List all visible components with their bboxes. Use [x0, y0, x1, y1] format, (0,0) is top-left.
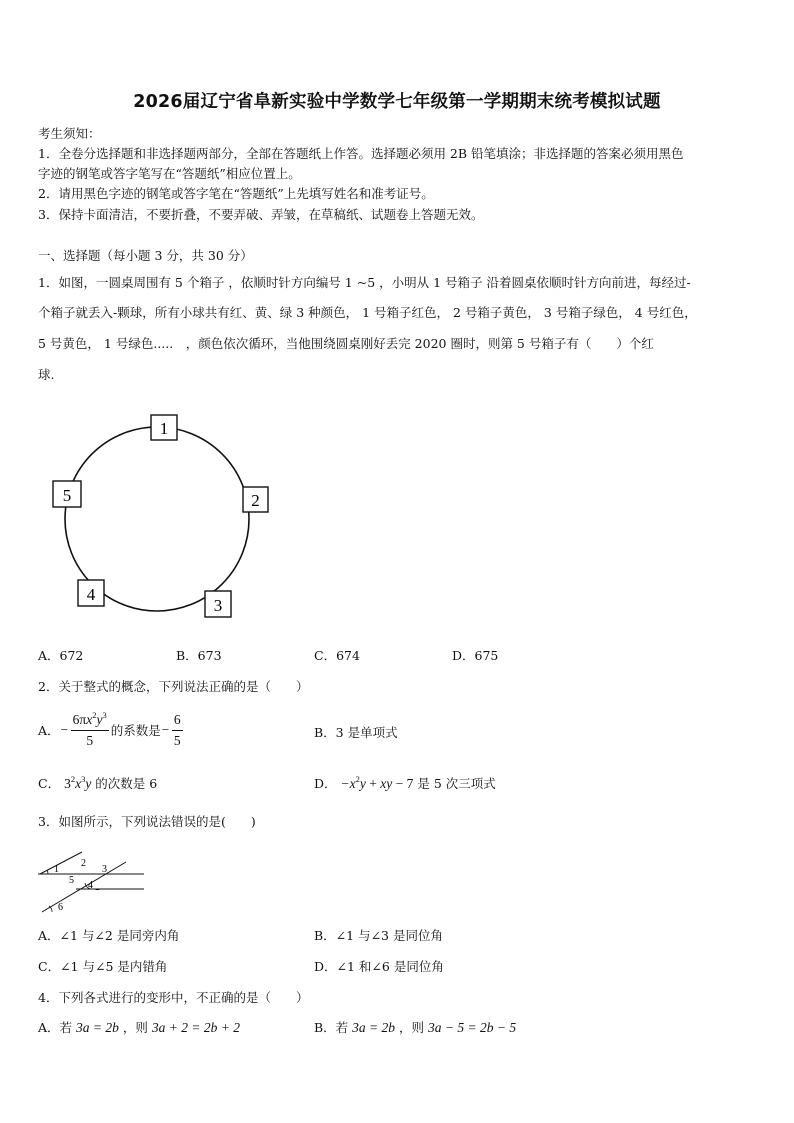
q4-b-result: 3a − 5 = 2b − 5: [428, 1020, 517, 1035]
parallel-lines-figure: [36, 850, 148, 914]
q2-a-fraction: $\frac{6\pi x^2y^3}{5}$: [72, 709, 107, 748]
q3-stem: 3．如图所示，下列说法错误的是( ): [38, 814, 256, 829]
q2-c-text: 的次数是 6: [95, 776, 158, 791]
page-title: 2026届辽宁省阜新实验中学数学七年级第一学期期末统考模拟试题: [133, 92, 661, 112]
svg-text:4: 4: [86, 585, 96, 604]
q1-option-b: B．673: [176, 648, 222, 663]
q2-d-text: 是 5 次三项式: [417, 776, 496, 791]
box-3: [205, 591, 231, 617]
angle-label-4: 4: [88, 880, 93, 891]
svg-text:5: 5: [62, 486, 72, 505]
angle-label-1: 1: [54, 864, 59, 875]
svg-text:2: 2: [251, 491, 260, 510]
q4-a-result: 3a + 2 = 2b + 2: [151, 1020, 240, 1035]
q2-option-a-label: A．: [38, 723, 60, 738]
q4-option-a-label: A．若: [38, 1020, 73, 1035]
q3-option-c: C．∠1 与∠5 是内错角: [38, 959, 168, 974]
q2-a-numerator-coef: 6π: [72, 711, 87, 727]
q4-option-b: [314, 1018, 516, 1036]
q3-option-a: A．∠1 与∠2 是同旁内角: [38, 928, 180, 943]
left-transversal: [40, 852, 82, 874]
q4-stem: 4．下列各式进行的变形中，不正确的是（ ）: [38, 990, 309, 1005]
q4-b-condition: 3a = 2b: [352, 1020, 396, 1035]
q1-line-4: 球.: [38, 367, 55, 382]
angle-label-5: 5: [69, 875, 74, 886]
q2-stem: 2．关于整式的概念，下列说法正确的是（ ）: [38, 679, 309, 694]
notice-line-3: 2．请用黑色字迹的钢笔或答字笔在“答题纸”上先填写姓名和准考证号。: [38, 186, 434, 201]
svg-text:3: 3: [213, 596, 223, 615]
angle-label-2: 2: [81, 858, 86, 869]
section-heading: 一、选择题（每小题 3 分，共 30 分）: [38, 248, 253, 263]
q4-option-a: [38, 1018, 240, 1036]
q4-a-then: ，则: [122, 1020, 148, 1035]
box-2: [243, 487, 268, 512]
q1-option-a: A．672: [38, 648, 84, 663]
q1-option-c: C．674: [314, 648, 360, 663]
q2-option-d: D． $-x^2y$ + xy − 7 是 5 次三项式: [314, 774, 496, 791]
notice-line-4: 3．保持卡面清洁，不要折叠，不要弄破、弄皱，在草稿纸、试题卷上答题无效。: [38, 207, 484, 222]
notice-line-1: 1．全卷分选择题和非选择题两部分，全部在答题纸上作答。选择题必须用 2B 铅笔填涂；非选择题的答案必须用黑色: [38, 146, 684, 161]
svg-text:1: 1: [159, 419, 169, 438]
q2-a-rhs-fraction: [172, 712, 183, 749]
q1-line-3: 5 号黄色， 1 号绿色..... ，颜色依次循环，当他围绕圆桌刚好丢完 2020 圈时，则第 5 号箱子有（ ）个红: [38, 336, 654, 351]
q3-option-b: B．∠1 与∠3 是同位角: [314, 928, 443, 943]
q1-option-d: D．675: [452, 648, 499, 663]
q2-a-rhs-numerator: 6: [172, 712, 183, 731]
q1-line-1: 1．如图，一圆桌周围有 5 个箱子 ，依顺时针方向编号 1 ~5 ，小明从 1 号箱子 沿着圆桌依顺时针方向前进，每经过-: [38, 275, 691, 290]
q1-line-2: 个箱子就丢入-颗球，所有小球共有红、黄、绿 3 种颜色， 1 号箱子红色， 2 号箱子黄色， 3 号箱子绿色， 4 号红色，: [38, 305, 697, 320]
q4-a-condition: 3a = 2b: [76, 1020, 119, 1035]
angle-label-6: 6: [58, 902, 63, 913]
q2-option-a: A． − $\frac{6\pi x^2y^3}{5}$ 的系数是 − $\frac{6}{5}$: [38, 709, 181, 748]
notice-line-2: 字迹的钢笔或答字笔写在“答题纸”相应位置上。: [38, 166, 301, 181]
angle-label-3: 3: [102, 864, 107, 875]
q2-option-d-label: D．: [314, 776, 337, 791]
q2-a-rhs-denominator: 5: [173, 732, 181, 748]
notice-heading: 考生须知：: [38, 126, 101, 141]
box-1: [151, 415, 177, 440]
round-table-figure: [40, 408, 280, 623]
q4-b-then: ，则: [399, 1020, 425, 1035]
q2-option-c: C． $3^2x^3y$ 的次数是 6: [38, 774, 158, 791]
q4-option-b-label: B．若: [314, 1020, 349, 1035]
q3-option-d: D．∠1 和∠6 是同位角: [314, 959, 444, 974]
box-5: [53, 481, 81, 507]
q2-option-c-label: C．: [38, 776, 61, 791]
q2-option-b: B．3 是单项式: [314, 725, 398, 740]
box-4: [78, 580, 104, 606]
q2-a-text: 的系数是: [110, 723, 161, 738]
q2-a-denominator: 5: [86, 732, 94, 748]
